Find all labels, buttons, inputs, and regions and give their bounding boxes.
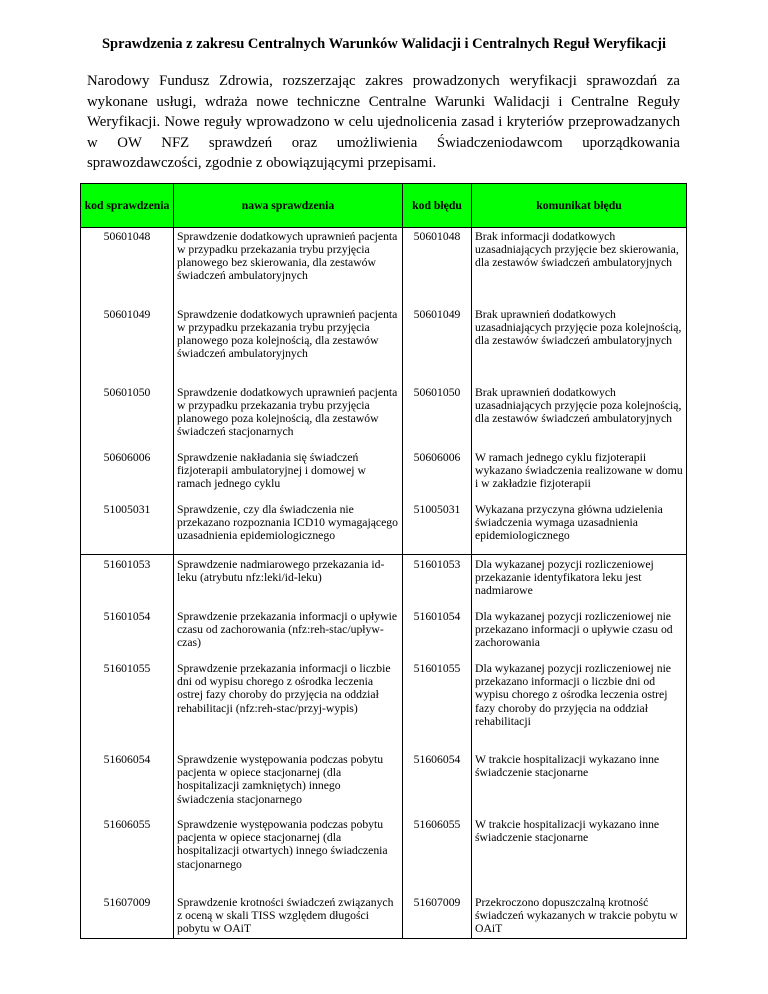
code-entry: 50601048 [103,230,151,243]
header-error-code: kod błędu [403,184,472,228]
message-entry: Brak informacji dodatkowych uzasadniających przyjęcie bez skierowania, dla zestawów świadczeń ambulatoryjnych [475,230,679,270]
error-code-entry: 50601048 [413,230,461,243]
code-entry: 50601049 [103,308,151,321]
message-entry: W trakcie hospitalizacji wykazano inne świadczenie stacjonarne [475,753,660,780]
error-code-entry: 50601049 [413,308,461,321]
error-code-entry: 51005031 [413,503,461,516]
error-code-entry: 51607009 [413,896,461,910]
header-name: nawa sprawdzenia [174,184,403,228]
error-code-entry: 51601053 [413,558,461,572]
message-entry: Dla wykazanej pozycji rozliczeniowej nie przekazano informacji o upływie czasu od zachorowania [475,610,673,650]
name-entry: Sprawdzenie, czy dla świadczenia nie przekazano rozpoznania ICD10 wymagającego uzasadnienia epidemiologicznego [177,503,398,543]
message-entry: Przekroczono dopuszczalną krotność świadczeń wykazanych w trakcie pobytu w OAiT [475,896,678,936]
table-header-row [81,184,687,228]
code-entry: 51601054 [103,610,151,624]
name-entry: Sprawdzenie występowania podczas pobytu pacjenta w opiece stacjonarnej (dla hospitalizacji zamkniętych) innego świadczenia stacjonarnego [177,753,384,806]
code-entry: 50601050 [103,386,151,399]
name-entry: Sprawdzenie dodatkowych uprawnień pacjenta w przypadku przekazania trybu przyjęcia planowego poza kolejnością, dla zestawów świadczeń ambulatoryjnych [177,308,398,361]
code-cell [81,555,174,938]
code-entry: 51601055 [103,662,151,676]
error-code-entry: 50601050 [413,386,461,399]
code-entry: 51601053 [103,558,151,572]
header-code: kod sprawdzenia [81,184,174,228]
error-code-entry: 50606006 [413,451,461,464]
checks-table [80,183,687,939]
intro-paragraph: Narodowy Fundusz Zdrowia, rozszerzając zakres prowadzonych weryfikacji sprawozdań za wykonane usługi, wdraża nowe techniczne Centralne Warunki Walidacji i Centralne Reguły Weryfikacji. Nowe reguły wprowadzono w celu ujednolicenia zasad i kryteriów przeprowadzanych w OW NFZ sprawdzeń oraz umożliwienia Świadczeniodawcom uporządkowania sprawozdawczości, zgodnie z obowiązującymi przepisami. [87,73,680,171]
error-code-cell [403,555,472,938]
message-cell [472,555,687,938]
header-message: komunikat błędu [472,184,687,228]
name-cell [174,228,403,555]
error-code-cell [403,228,472,555]
name-entry: Sprawdzenie krotności świadczeń związanych z oceną w skali TISS względem długości pobytu w OAiT [177,896,394,936]
message-entry: Brak uprawnień dodatkowych uzasadniających przyjęcie poza kolejnością, dla zestawów świadczeń ambulatoryjnych [475,386,682,426]
document-title: Sprawdzenia z zakresu Centralnych Warunków Walidacji i Centralnych Reguł Weryfikacji [101,36,667,52]
code-entry: 51606055 [103,818,151,832]
name-entry: Sprawdzenie dodatkowych uprawnień pacjenta w przypadku przekazania trybu przyjęcia planowego bez skierowania, dla zestawów świadczeń ambulatoryjnych [177,230,398,283]
code-entry: 51606054 [103,753,151,767]
table-row [81,555,687,938]
error-code-entry: 51601055 [413,662,461,676]
code-entry: 50606006 [103,451,151,464]
name-entry: Sprawdzenie przekazania informacji o upływie czasu od zachorowania (nfz:reh-stac/upływ-czas) [177,610,398,650]
name-entry: Sprawdzenie przekazania informacji o liczbie dni od wypisu chorego z ośrodka leczenia ostrej fazy choroby do przyjęcia na oddział rehabilitacji (nfz:reh-stac/przyj-wypis) [177,662,391,715]
message-entry: Dla wykazanej pozycji rozliczeniowej przekazanie identyfikatora leku jest nadmiarowe [475,558,654,598]
message-entry: Wykazana przyczyna główna udzielenia świadczenia wymaga uzasadnienia epidemiologicznego [475,503,663,543]
name-cell [174,555,403,938]
error-code-entry: 51606054 [413,753,461,767]
message-entry: W ramach jednego cyklu fizjoterapii wykazano świadczenia realizowane w domu i w zakładzie fizjoterapii [475,451,683,491]
error-code-entry: 51601054 [413,610,461,624]
name-entry: Sprawdzenie występowania podczas pobytu pacjenta w opiece stacjonarnej (dla hospitalizacji otwartych) innego świadczenia stacjonarnego [177,818,388,871]
message-cell [472,228,687,555]
error-code-entry: 51606055 [413,818,461,832]
table-row [81,228,687,555]
name-entry: Sprawdzenie nakładania się świadczeń fizjoterapii ambulatoryjnej i domowej w ramach jednego cyklu [177,451,366,491]
code-entry: 51005031 [103,503,151,516]
code-entry: 51607009 [103,896,151,910]
message-entry: Dla wykazanej pozycji rozliczeniowej nie przekazano informacji o liczbie dni od wypisu chorego z ośrodka leczenia ostrej fazy choroby do przyjęcia na oddział rehabilitacji [475,662,671,728]
message-entry: W trakcie hospitalizacji wykazano inne świadczenie stacjonarne [475,818,660,845]
name-entry: Sprawdzenie dodatkowych uprawnień pacjenta w przypadku przekazania trybu przyjęcia planowego poza kolejnością, dla zestawów świadczeń stacjonarnych [177,386,398,439]
name-entry: Sprawdzenie nadmiarowego przekazania id-leku (atrybutu nfz:leki/id-leku) [177,558,385,585]
code-cell [81,228,174,555]
message-entry: Brak uprawnień dodatkowych uzasadniających przyjęcie poza kolejnością, dla zestawów świadczeń ambulatoryjnych [475,308,682,348]
